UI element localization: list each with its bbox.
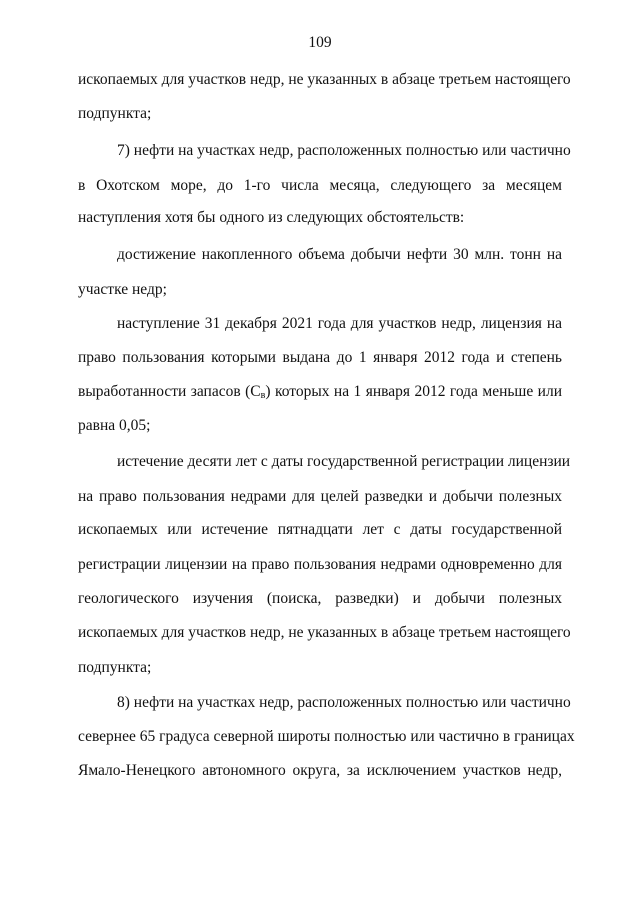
text-line: наступление 31 декабря 2021 года для участков недр, лицензия на [117,315,562,332]
text-segment: выработанности запасов (С [78,383,261,400]
text-line: ископаемых для участков недр, не указанных в абзаце третьем настоящего [78,624,571,641]
text-segment: ) которых на 1 января 2012 года меньше или [265,383,563,400]
text-line: право пользования которыми выдана до 1 января 2012 года и степень [78,349,562,366]
text-line: подпункта; [78,659,152,676]
subscript: в [260,390,266,401]
text-line: 8) нефти на участках недр, расположенных полностью или частично [117,694,571,711]
page-number: 109 [308,34,332,51]
text-line: равна 0,05; [78,417,151,434]
text-line: подпункта; [78,105,152,122]
text-line [78,382,562,406]
text-line: истечение десяти лет с даты государственной регистрации лицензии [117,453,571,470]
text-line: ископаемых для участков недр, не указанных в абзаце третьем настоящего [78,71,571,88]
text-line: на право пользования недрами для целей разведки и добычи полезных [78,488,562,505]
text-line: в Охотском море, до 1-го числа месяца, следующего за месяцем [78,177,562,194]
text-line: достижение накопленного объема добычи нефти 30 млн. тонн на [117,246,562,263]
text-line: регистрации лицензии на право пользования недрами одновременно для [78,556,562,573]
text-line: наступления хотя бы одного из следующих обстоятельств: [78,209,465,226]
text-line: 7) нефти на участках недр, расположенных полностью или частично [117,142,571,159]
text-line: геологического изучения (поиска, разведки) и добычи полезных [78,590,562,607]
text-line: севернее 65 градуса северной широты полностью или частично в границах [78,728,575,745]
text-line: участке недр; [78,281,167,298]
text-line: Ямало-Ненецкого автономного округа, за исключением участков недр, [78,762,562,779]
text-line: ископаемых или истечение пятнадцати лет с даты государственной [78,521,562,538]
